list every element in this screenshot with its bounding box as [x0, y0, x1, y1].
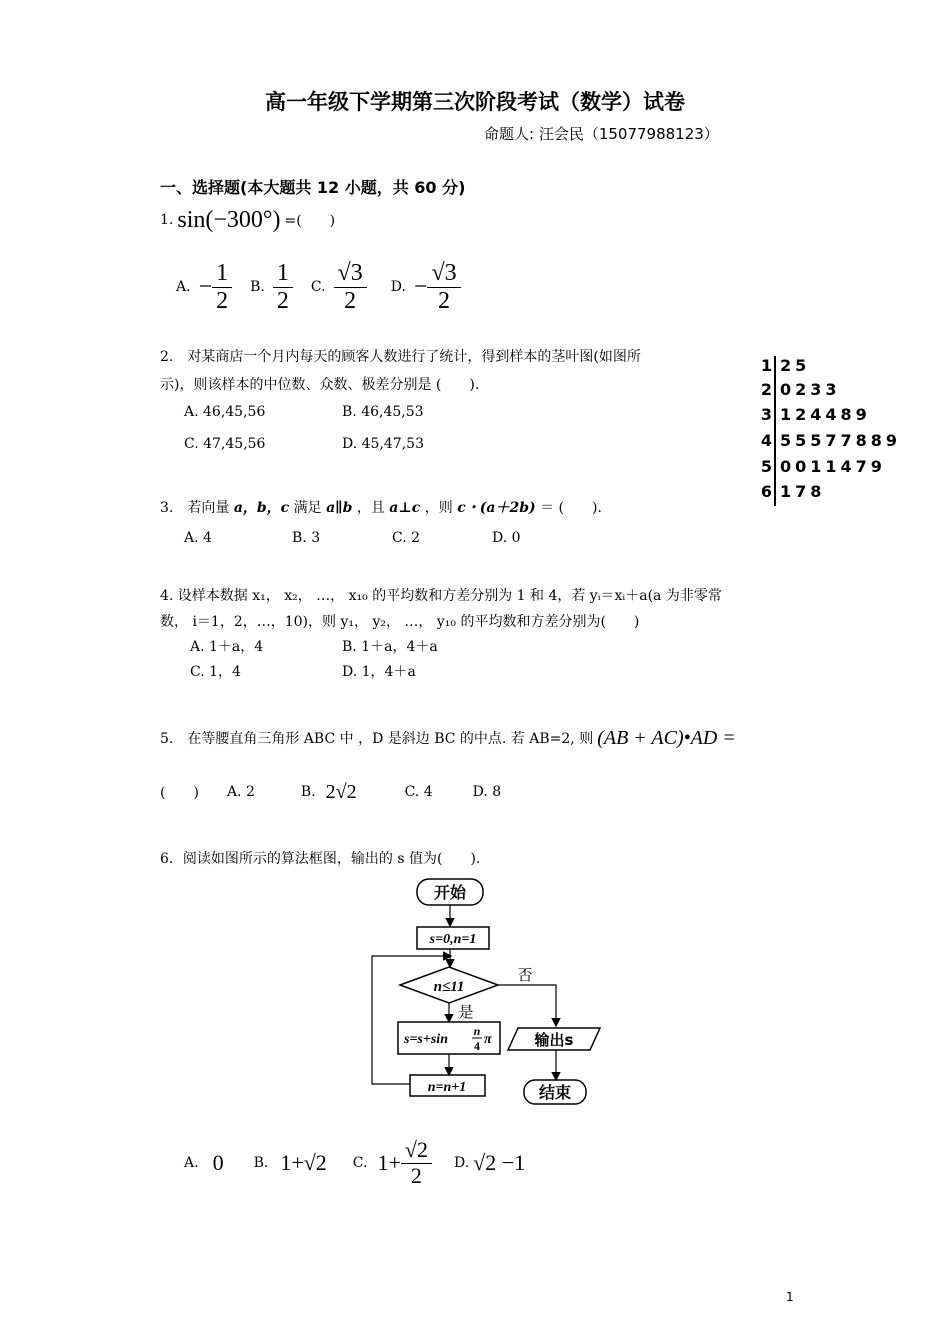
flow-increment [410, 1075, 485, 1096]
stem-value: 1 [760, 356, 772, 375]
q5-paren: ( ) [160, 785, 199, 801]
q6-option-a-label: A. [184, 1155, 199, 1171]
flow-no-label: 否 [517, 966, 533, 984]
q3-dot: c・(a＋2b) [457, 500, 536, 516]
q6-option-c-fraction [401, 1138, 432, 1187]
flow-start-label: 开始 [433, 883, 467, 902]
q1-option-c-label: C. [310, 279, 326, 295]
q1-option-d-sign: − [413, 273, 428, 300]
q5-options [160, 778, 501, 806]
q6-option-b-value: 1+√2 [280, 1150, 327, 1175]
q3-text-c: ，且 [356, 500, 385, 516]
q2-line-1: 2. 对某商店一个月内每天的顾客人数进行了统计，得到样本的茎叶图(如图所 [160, 349, 641, 365]
flow-end-label: 结束 [538, 1083, 572, 1102]
flow-body-frac-num: n [473, 1024, 481, 1038]
flow-output-label: 输出s [534, 1031, 574, 1049]
q1-option-a-fraction [212, 260, 232, 314]
q6-options [184, 1130, 525, 1196]
q5-option-a: A. 2 [226, 784, 255, 800]
stem-leaf-row [760, 457, 886, 482]
q2-option-d: D. 45,47,53 [342, 436, 424, 452]
q3-vectors: a，b，c [233, 500, 290, 516]
q4-option-a: A. 1＋a，4 [190, 639, 264, 655]
q3-text-b: 满足 [293, 500, 322, 516]
flow-start [417, 879, 483, 905]
q2-option-b: B. 46,45,53 [342, 404, 424, 420]
q1-option-c-fraction [334, 260, 367, 314]
q6-option-c-pre: 1+ [377, 1150, 401, 1175]
q6-option-c-label: C. [352, 1155, 368, 1171]
q3-option-b: B. 3 [292, 530, 321, 546]
flow-body [398, 1022, 500, 1054]
stem-leaf-row [760, 380, 841, 405]
q5-option-c: C. 4 [404, 784, 433, 800]
author-line: 命题人: 汪会民（15077988123） [484, 125, 719, 143]
q1-option-a-label: A. [176, 279, 191, 295]
q1-option-d-fraction [427, 260, 460, 314]
flow-no-branch [498, 985, 556, 1025]
q4-line-1: 4. 设样本数据 x₁， x₂， …， x₁₀ 的平均数和方差分别为 1 和 4，若 yᵢ＝xᵢ＋a(a 为非零常 [160, 588, 722, 604]
q5-option-b-value: 2√2 [325, 780, 357, 803]
q4-line-2: 数， i＝1，2，…，10)，则 y₁， y₂， …， y₁₀ 的平均数和方差分别为( ) [160, 614, 640, 630]
flow-condition [400, 967, 498, 1003]
q1-option-d-label: D. [390, 279, 406, 295]
q3-stem [160, 497, 602, 517]
q1-option-b-fraction [273, 260, 293, 314]
stem-value: 4 [760, 431, 772, 450]
q6-option-d-value: √2 −1 [473, 1150, 526, 1175]
q3-text-a: 3. 若向量 [160, 500, 230, 516]
stem-value: 2 [760, 380, 772, 399]
q1-option-c-num: √3 [334, 260, 367, 287]
flow-output [508, 1028, 600, 1050]
flow-body-frac-den: 4 [474, 1039, 480, 1053]
stem-leaf-row [760, 405, 871, 430]
q3-text-d: ，则 [424, 500, 453, 516]
flow-body-pi: π [484, 1032, 492, 1047]
q1-option-a-sign: − [198, 273, 213, 300]
flow-condition-label: n≤11 [433, 979, 465, 995]
q1-option-a-num: 1 [212, 260, 232, 287]
leaf-values: 55577889 [780, 431, 902, 450]
q1-option-b-label: B. [250, 279, 265, 295]
q6-option-d-label: D. [453, 1155, 470, 1171]
stem-leaf-row [760, 431, 901, 456]
flow-body-label: s=s+sin [404, 1032, 448, 1047]
q1-option-b-den: 2 [276, 287, 289, 314]
q5-vector-expression: (AB + AC)•AD = [597, 726, 736, 749]
flow-init [417, 927, 489, 949]
q4-option-b: B. 1＋a，4＋a [342, 639, 438, 655]
q5-text: 5. 在等腰直角三角形 ABC 中 ，D 是斜边 BC 的中点. 若 AB=2, 则 [160, 731, 594, 747]
q2-option-a: A. 46,45,56 [184, 404, 266, 420]
stem-value: 3 [760, 405, 772, 424]
q3-parallel: a∥b [326, 500, 353, 516]
q4-option-c: C. 1，4 [190, 664, 241, 680]
q2-option-c: C. 47,45,56 [184, 436, 266, 452]
q3-option-a: A. 4 [184, 530, 212, 546]
stem-leaf-row [760, 482, 825, 507]
q6-option-a-value: 0 [212, 1150, 224, 1175]
q2-line-2: 示)，则该样本的中位数、众数、极差分别是 ( ). [160, 377, 480, 393]
q6-option-c-num: √2 [401, 1138, 432, 1163]
q3-perp: a⊥c [389, 500, 421, 516]
q6-option-b-label: B. [253, 1155, 269, 1171]
leaf-values: 0233 [780, 380, 841, 399]
question-1-stem [160, 200, 335, 240]
page-title: 高一年级下学期第三次阶段考试（数学）试卷 [265, 90, 685, 114]
q6-option-c-den: 2 [410, 1162, 422, 1188]
q1-expression: sin(−300°) [177, 206, 281, 233]
flow-yes-label: 是 [458, 1003, 474, 1021]
flow-init-label: s=0,n=1 [429, 932, 477, 947]
q1-option-d-den: 2 [438, 287, 451, 314]
section-heading: 一、选择题(本大题共 12 小题，共 60 分) [160, 178, 466, 197]
q5-line-1 [160, 724, 736, 752]
leaf-values: 124489 [780, 405, 871, 424]
page-number: 1 [786, 1290, 794, 1304]
q1-option-d-num: √3 [427, 260, 460, 287]
stem-value: 5 [760, 457, 772, 476]
flow-loop-back [372, 956, 450, 1084]
q4-option-d: D. 1，4＋a [342, 664, 416, 680]
q5-option-b-label: B. [300, 784, 316, 800]
q1-options [176, 256, 461, 318]
stem-value: 6 [760, 482, 772, 501]
leaf-values: 178 [780, 482, 826, 501]
q5-option-d: D. 8 [472, 784, 502, 800]
q3-text-e: ＝ ( ). [540, 500, 602, 516]
leaf-values: 25 [780, 356, 811, 375]
stem-leaf-row [760, 356, 810, 381]
q1-option-b-num: 1 [273, 260, 293, 287]
q6-text: 6．阅读如图所示的算法框图，输出的 s 值为( ). [160, 851, 481, 867]
leaf-values: 0011479 [780, 457, 886, 476]
q3-option-c: C. 2 [392, 530, 421, 546]
q1-number: 1. [160, 212, 174, 228]
flowchart [360, 875, 620, 1115]
flow-increment-label: n=n+1 [427, 1080, 467, 1095]
q3-option-d: D. 0 [492, 530, 521, 546]
flow-end [524, 1080, 586, 1104]
q1-option-c-den: 2 [344, 287, 357, 314]
q1-option-a-den: 2 [216, 287, 229, 314]
q1-suffix: =( ) [284, 213, 336, 229]
